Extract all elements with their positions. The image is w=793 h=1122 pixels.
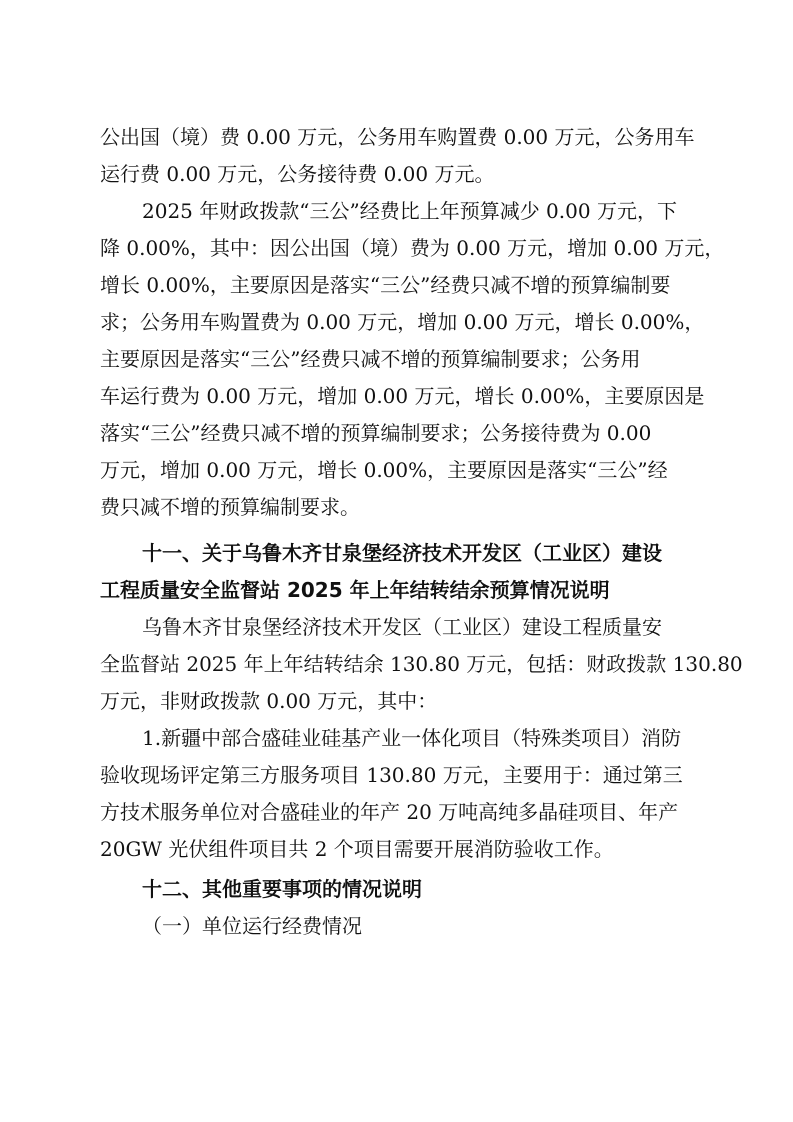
- section-heading-11-cont: 工程质量安全监督站 2025 年上年结转结余预算情况说明: [100, 578, 610, 602]
- paragraph-line: 车运行费为 0.00 万元，增加 0.00 万元，增长 0.00%，主要原因是: [100, 384, 705, 408]
- paragraph-line: 落实“三公”经费只减不增的预算编制要求；公务接待费为 0.00: [100, 421, 652, 445]
- paragraph-line: 求；公务用车购置费为 0.00 万元，增加 0.00 万元，增长 0.00%，: [100, 310, 705, 334]
- paragraph-line: 乌鲁木齐甘泉堡经济技术开发区（工业区）建设工程质量安: [142, 615, 662, 639]
- paragraph-line: 方技术服务单位对合盛硅业的年产 20 万吨高纯多晶硅项目、年产: [100, 800, 679, 824]
- paragraph-line: 万元，非财政拨款 0.00 万元，其中：: [100, 689, 438, 713]
- paragraph-line: 2025 年财政拨款“三公”经费比上年预算减少 0.00 万元，下: [142, 199, 677, 223]
- paragraph-line: 主要原因是落实“三公”经费只减不增的预算编制要求；公务用: [100, 347, 641, 371]
- paragraph-line: 验收现场评定第三方服务项目 130.80 万元，主要用于：通过第三: [100, 763, 683, 787]
- subsection-heading: （一）单位运行经费情况: [142, 914, 362, 938]
- paragraph-line: 全监督站 2025 年上年结转结余 130.80 万元，包括：财政拨款 130.80: [100, 652, 743, 676]
- section-heading-12: 十二、其他重要事项的情况说明: [142, 877, 422, 901]
- paragraph-line: 费只减不增的预算编制要求。: [100, 495, 360, 519]
- paragraph-line: 降 0.00%，其中：因公出国（境）费为 0.00 万元，增加 0.00 万元，: [100, 236, 725, 260]
- paragraph-line: 增长 0.00%，主要原因是落实“三公”经费只减不增的预算编制要: [100, 273, 671, 297]
- paragraph-line: 公出国（境）费 0.00 万元，公务用车购置费 0.00 万元，公务用车: [100, 125, 695, 149]
- paragraph-line: 1.新疆中部合盛硅业硅基产业一体化项目（特殊类项目）消防: [142, 726, 682, 750]
- section-heading-11: 十一、关于乌鲁木齐甘泉堡经济技术开发区（工业区）建设: [142, 541, 662, 565]
- paragraph-line: 运行费 0.00 万元，公务接待费 0.00 万元。: [100, 162, 495, 186]
- paragraph-line: 万元，增加 0.00 万元，增长 0.00%，主要原因是落实“三公”经: [100, 458, 668, 482]
- paragraph-line: 20GW 光伏组件项目共 2 个项目需要开展消防验收工作。: [100, 837, 614, 861]
